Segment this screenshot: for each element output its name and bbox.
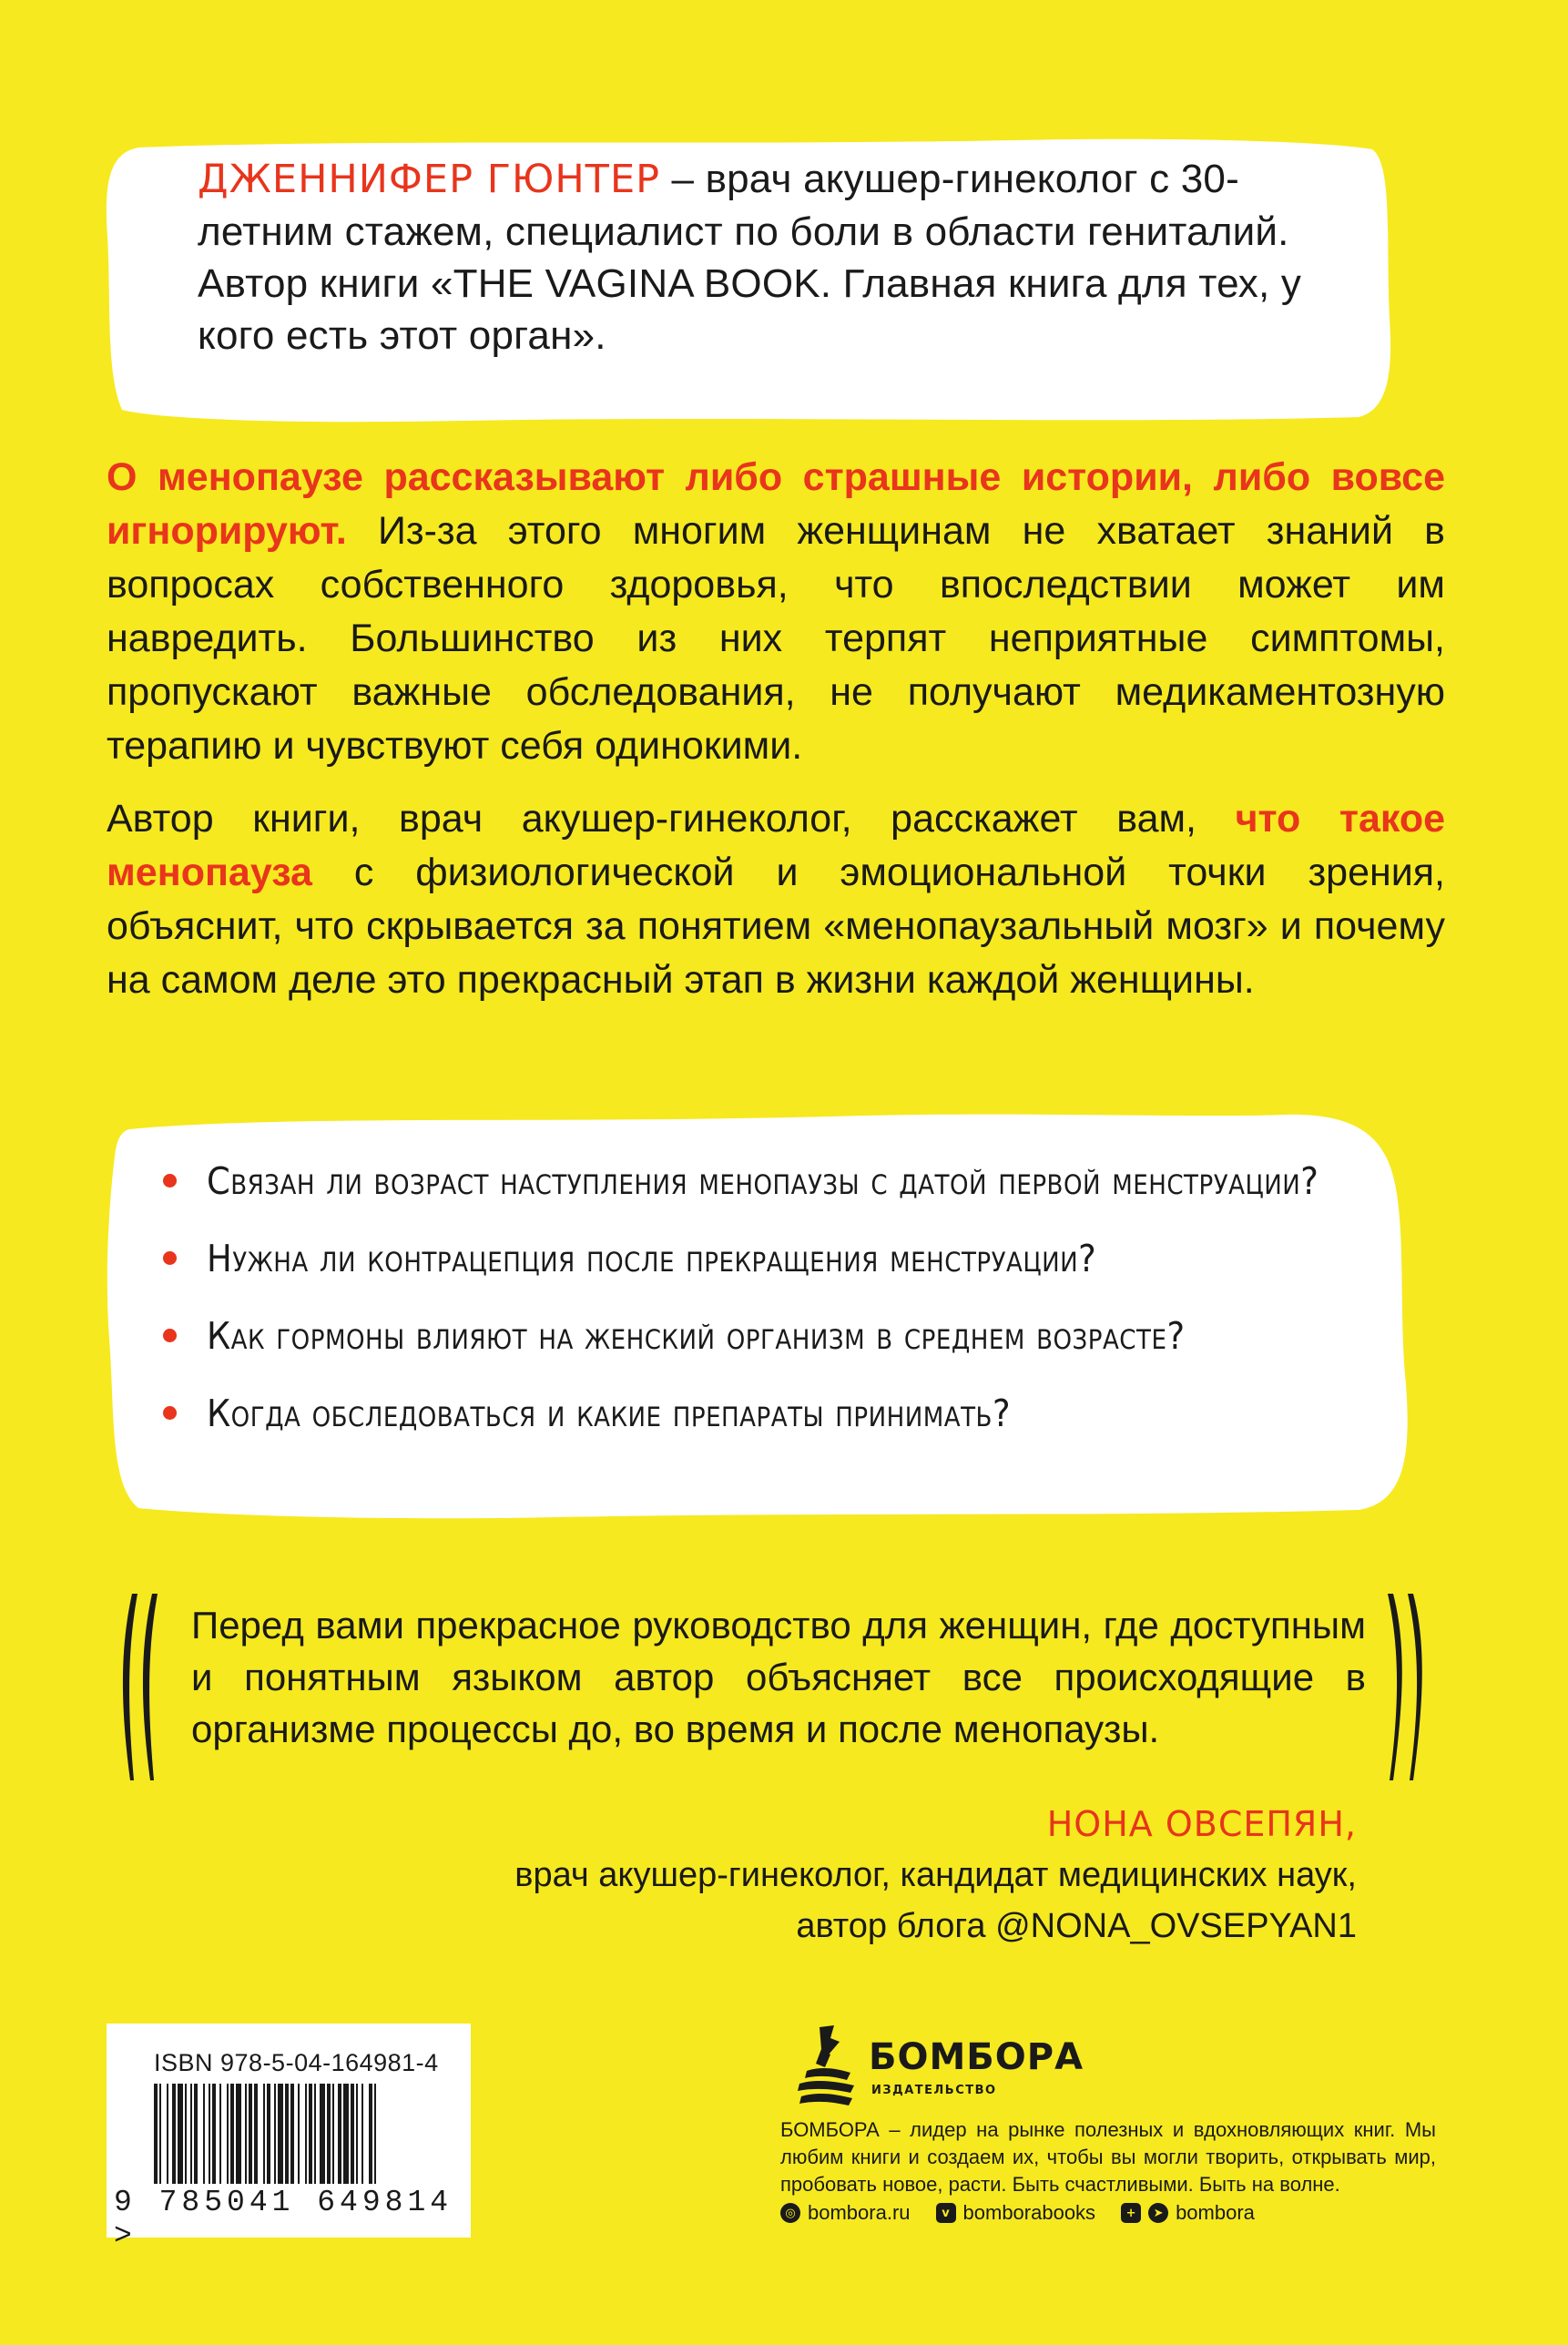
barcode-icon: [154, 2084, 445, 2184]
bullet-icon: [163, 1406, 177, 1420]
isbn-number: ISBN 978-5-04-164981-4: [154, 2049, 439, 2076]
publisher-links: [780, 2201, 1255, 2225]
question-item: [143, 1298, 1400, 1375]
intro-paragraph: [107, 451, 1445, 773]
question-text: Когда обследоваться и какие препараты принимать?: [207, 1392, 1012, 1435]
vk-link-text: bomborabooks: [962, 2201, 1096, 2224]
questions-list: [143, 1143, 1400, 1453]
about-highlight: что такое менопауза: [107, 797, 1445, 894]
vk-icon: v: [936, 2203, 956, 2223]
bullet-icon: [163, 1329, 177, 1342]
about-text-before: Автор книги, врач акушер-гинеколог, расскажет вам,: [107, 797, 1236, 841]
question-text: Нужна ли контрацепция после прекращения менструации?: [207, 1237, 1097, 1280]
quote-mark-right-icon: [1375, 1589, 1430, 1785]
plus-icon: +: [1121, 2203, 1141, 2223]
about-paragraph: [107, 792, 1445, 1007]
site-link[interactable]: [780, 2201, 911, 2225]
publisher-description: БОМБОРА – лидер на рынке полезных и вдохновляющих книг. Мы любим книги и создаем их, чтобы вы могли творить, открывать мир, пробовать новое, расти. Быть счастливыми. Быть на волне.: [780, 2118, 1436, 2196]
question-text: Связан ли возраст наступления менопаузы с датой первой менструации?: [207, 1159, 1319, 1203]
barcode-digits: 9 785041 649814 >: [114, 2186, 453, 2253]
bombora-logo-icon: [794, 2024, 858, 2110]
site-link-text: bombora.ru: [808, 2201, 911, 2224]
vk-link[interactable]: [936, 2201, 1096, 2225]
author-name: ДЖЕННИФЕР ГЮНТЕР: [198, 157, 661, 202]
review-author-name: НОНА ОВСЕПЯН,: [1046, 1804, 1357, 1844]
globe-icon: ◎: [780, 2203, 800, 2223]
review-author: [514, 1799, 1357, 1952]
question-item: [143, 1375, 1400, 1453]
question-text: Как гормоны влияют на женский организм в среднем возрасте?: [207, 1314, 1186, 1358]
intro-text: Из-за этого многим женщинам не хватает знаний в вопросах собственного здоровья, что впоследствии может им навредить. Большинство из них терпят неприятные симптомы, пропускают важные обследования, не получают медикаментозную терапию и чувствуют себя одинокими.: [107, 509, 1445, 768]
isbn-barcode-box: [107, 2024, 471, 2253]
intro-highlight: О менопаузе рассказывают либо страшные истории, либо вовсе игнорируют.: [107, 455, 1445, 553]
question-item: [143, 1143, 1400, 1220]
review-author-blog: автор блога @NONA_OVSEPYAN1: [796, 1907, 1357, 1945]
about-text-after: с физиологической и эмоциональной точки зрения, объяснит, что скрывается за понятием «менопаузальный мозг» и почему на самом деле это прекрасный этап в жизни каждой женщины.: [107, 851, 1445, 1002]
questions-box: [102, 1111, 1413, 1521]
quote-mark-left-icon: [116, 1589, 170, 1785]
publisher-subtitle: ИЗДАТЕЛЬСТВО: [871, 2084, 997, 2097]
bio-text: [198, 153, 1345, 362]
social-link-text: bombora: [1176, 2201, 1255, 2224]
review-author-role: врач акушер-гинеколог, кандидат медицинских наук,: [514, 1856, 1357, 1894]
bullet-icon: [163, 1174, 177, 1188]
bio-description: – врач акушер-гинеколог с 30-летним стажем, специалист по боли в области гениталий. Автор книги «THE VAGINA BOOK. Главная книга для тех, у кого есть этот орган».: [198, 157, 1302, 358]
bullet-icon: [163, 1251, 177, 1265]
social-link[interactable]: [1121, 2201, 1255, 2225]
publisher-name: БОМБОРА: [869, 2036, 1084, 2078]
author-bio-box: [102, 137, 1395, 423]
question-item: [143, 1220, 1400, 1298]
review-quote: Перед вами прекрасное руководство для женщин, где доступным и понятным языком автор объясняет все происходящие в организме процессы до, во время и после менопаузы.: [191, 1604, 1366, 1750]
telegram-icon: ➤: [1148, 2203, 1168, 2223]
